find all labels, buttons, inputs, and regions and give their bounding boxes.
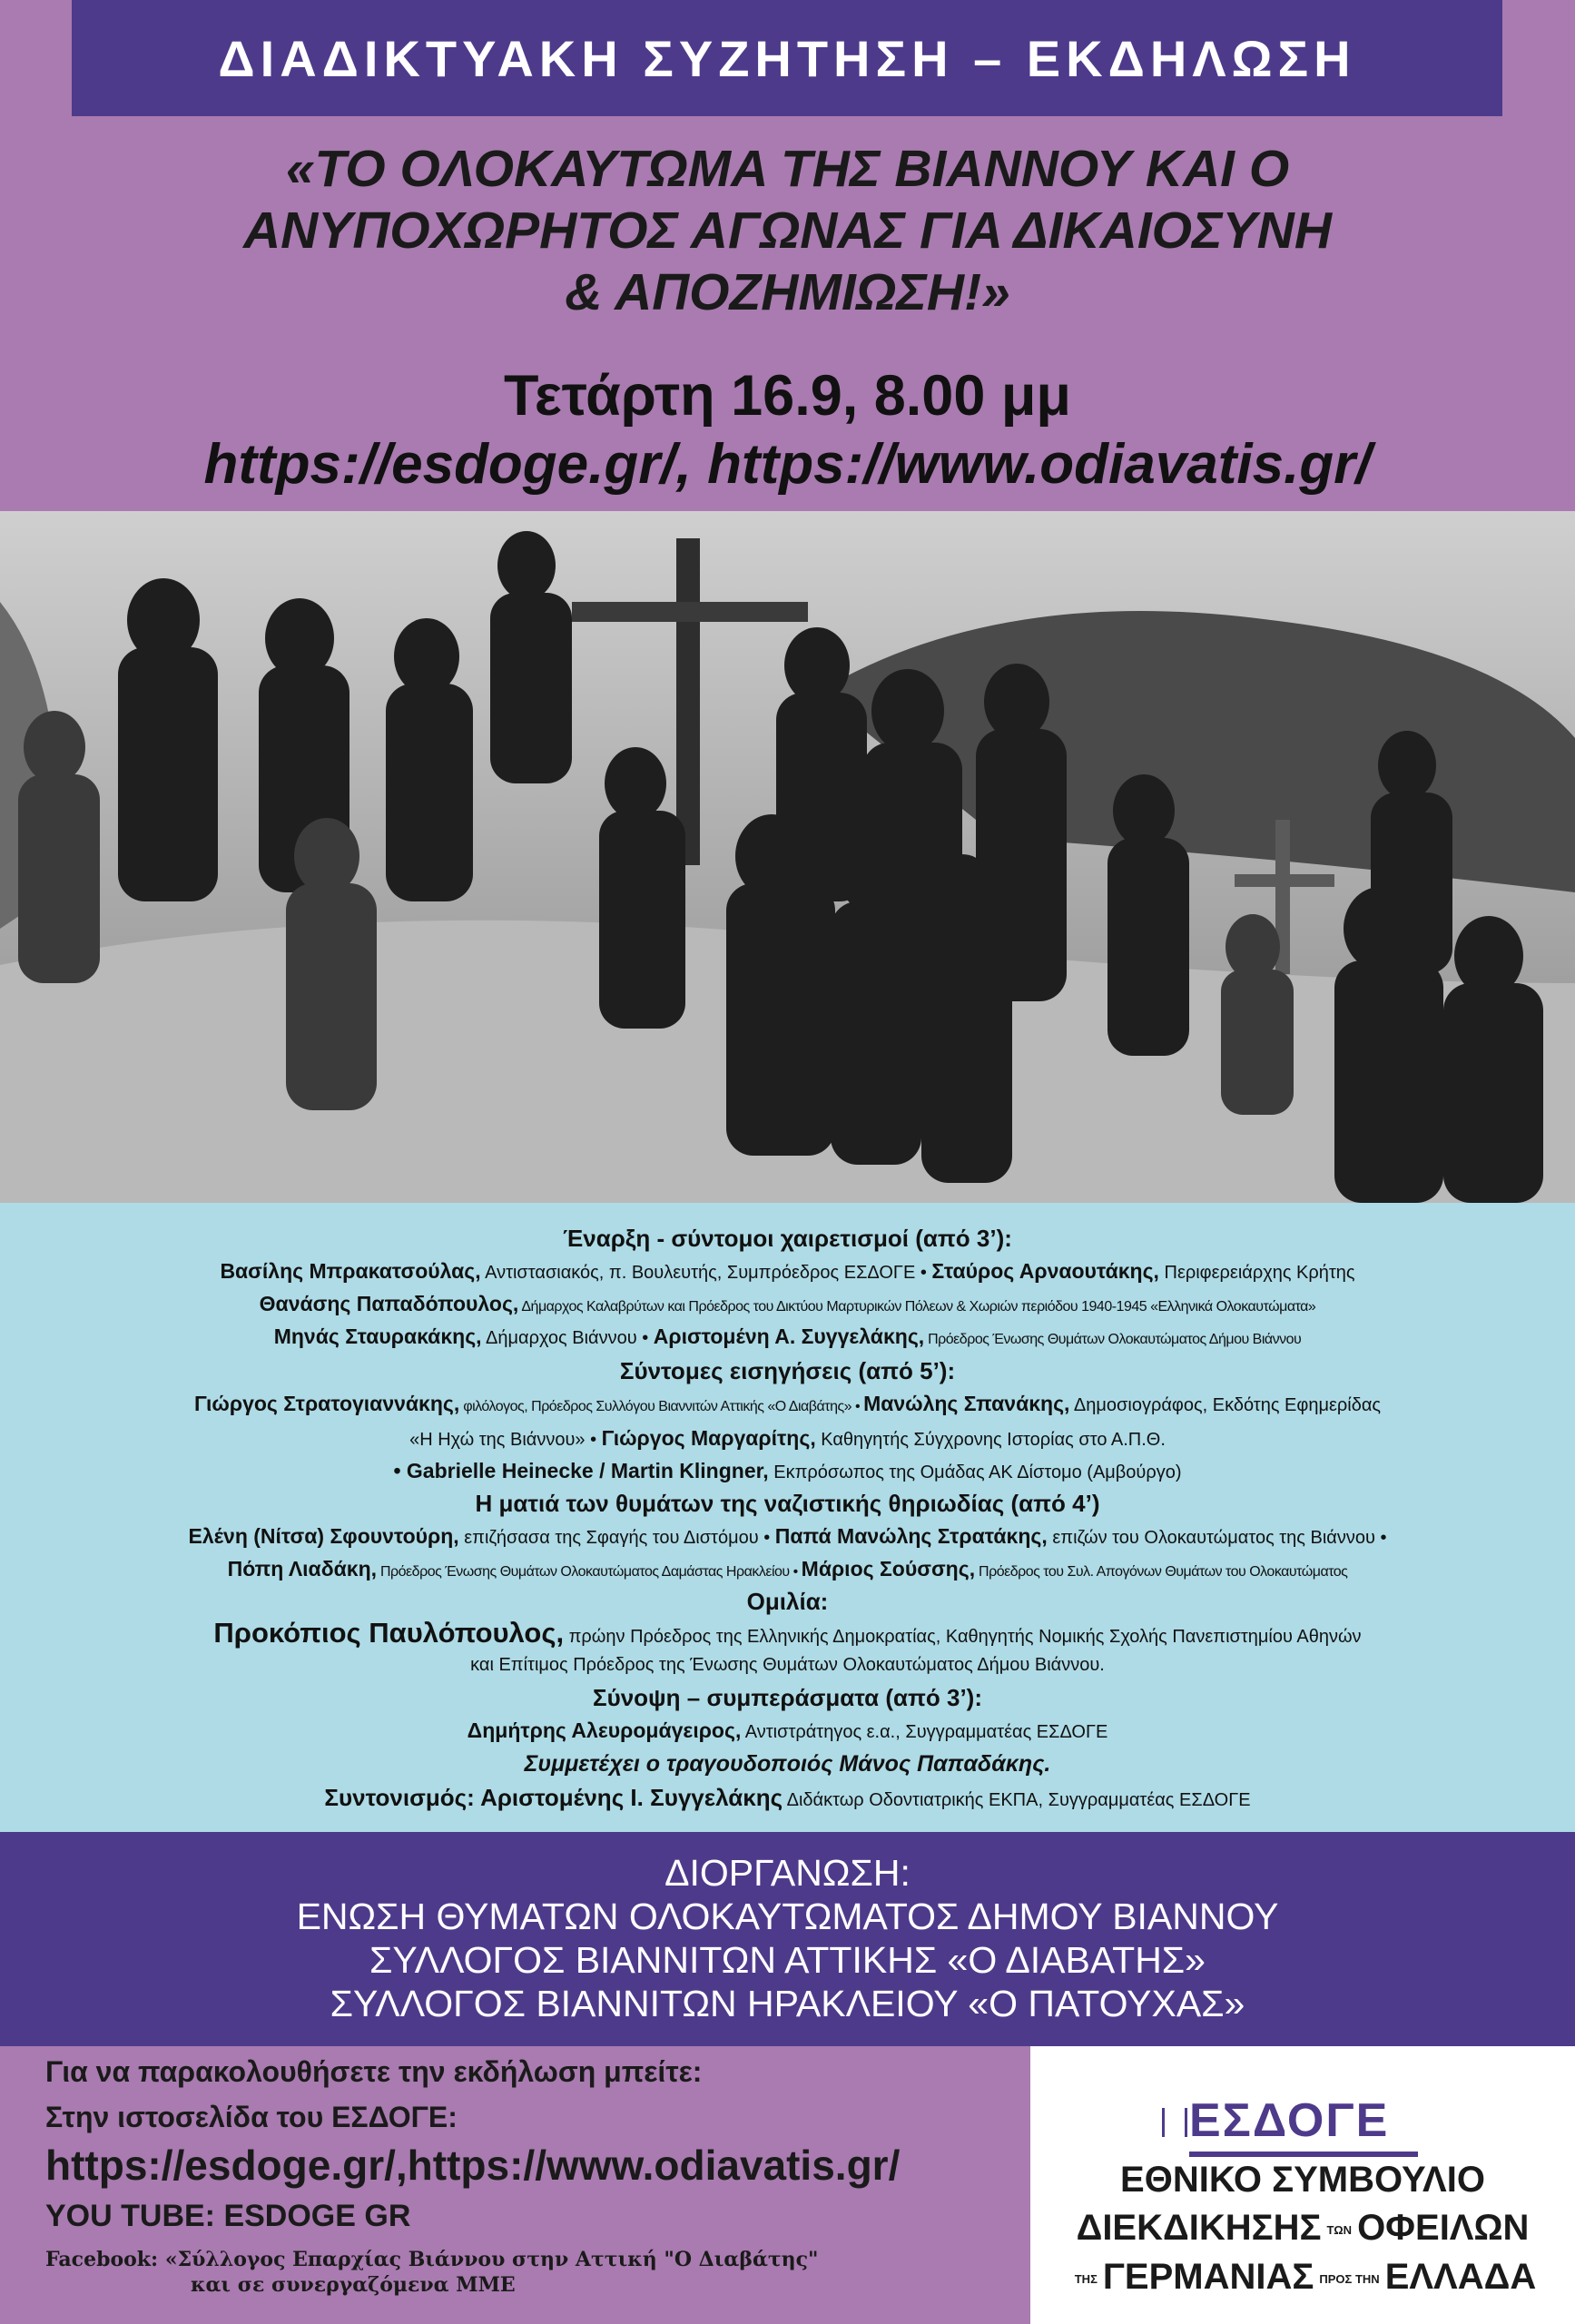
logo-underline	[1189, 2152, 1418, 2157]
speaker-name: Προκόπιος Παυλόπουλος,	[213, 1617, 565, 1649]
esdoge-word: ΔΙΕΚΔΙΚΗΣΗΣ	[1076, 2208, 1322, 2248]
esdoge-logo	[1162, 2093, 1452, 2157]
speaker-role: Δήμαρχος Βιάννου •	[481, 1328, 654, 1348]
speaker-role: φιλόλογος, Πρόεδρος Συλλόγου Βιαννιτών Αττικής «Ο Διαβάτης» •	[459, 1399, 864, 1414]
poster-header	[0, 0, 1575, 511]
esdoge-small-word: ΤΗΣ	[1074, 2271, 1098, 2286]
speaker-name: Μανώλης Σπανάκης,	[863, 1392, 1070, 1415]
organizers-heading: ΔΙΟΡΓΑΝΩΣΗ:	[664, 1852, 911, 1894]
watch-intro: Για να παρακολουθήσετε την εκδήλωση μπείτε:	[45, 2055, 703, 2088]
esdoge-name-line-1: ΕΘΝΙΚΟ ΣΥΜΒΟΥΛΙΟ	[1120, 2160, 1485, 2200]
speaker-role: Περιφερειάρχης Κρήτης	[1158, 1263, 1355, 1283]
organizer-1: ΕΝΩΣΗ ΘΥΜΑΤΩΝ ΟΛΟΚΑΥΤΩΜΑΤΟΣ ΔΗΜΟΥ ΒΙΑΝΝΟΥ	[296, 1896, 1279, 1937]
singer-note: Συμμετέχει ο τραγουδοποιός Μάνος Παπαδάκης.	[524, 1751, 1051, 1777]
moderator-name: Συντονισμός: Αριστομένης Ι. Συγγελάκης	[324, 1784, 783, 1811]
event-title-line-1: «ΤΟ ΟΛΟΚΑΥΤΩΜΑ ΤΗΣ ΒΙΑΝΝΟΥ ΚΑΙ Ο	[285, 140, 1290, 198]
program-row-6	[0, 1459, 1575, 1483]
event-links: https://esdoge.gr/, https://www.odiavatis.gr/	[203, 433, 1372, 496]
speaker-role: Πρόεδρος Ένωσης Θυμάτων Ολοκαυτώματος Δαμάστας Ηρακλείου •	[377, 1564, 802, 1580]
esdoge-small-word: ΤΩΝ	[1326, 2222, 1353, 2237]
speaker-name: Γιώργος Στρατογιαννάκης,	[193, 1392, 460, 1415]
speaker-role: πρώην Πρόεδρος της Ελληνικής Δημοκρατίας, Καθηγητής Νομικής Σχολής Πανεπιστημίου Αθηνών	[564, 1627, 1362, 1647]
logo-mark-icon	[1162, 2108, 1187, 2137]
talks-heading: Σύντομες εισηγήσεις (από 5’):	[619, 1357, 956, 1384]
historical-photo	[0, 511, 1575, 1203]
program-row-8	[0, 1557, 1575, 1581]
event-title-line-2: ΑΝΥΠΟΧΩΡΗΤΟΣ ΑΓΩΝΑΣ ΓΙΑ ΔΙΚΑΙΟΣΥΝΗ	[242, 202, 1332, 260]
speaker-role: «Η Ηχώ της Βιάννου» •	[409, 1430, 602, 1450]
watch-links[interactable]: https://esdoge.gr/,https://www.odiavatis.gr/	[45, 2142, 901, 2189]
organizers-section	[0, 1832, 1575, 2046]
speaker-role: επιζήσασα της Σφαγής του Διστόμου •	[458, 1528, 775, 1548]
program-row-11	[0, 1718, 1575, 1743]
event-title-line-3: & ΑΠΟΖΗΜΙΩΣΗ!»	[565, 263, 1010, 321]
speaker-name: Ελένη (Νίτσα) Σφουντούρη,	[188, 1524, 459, 1548]
esdoge-logo-text: ΕΣΔΟΓΕ	[1189, 2094, 1390, 2147]
opening-heading: Έναρξη - σύντομοι χαιρετισμοί (από 3’):	[563, 1225, 1012, 1252]
event-type-text: ΔΙΑΔΙΚΤΥΑΚΗ ΣΥΖΗΤΗΣΗ – ΕΚΔΗΛΩΣΗ	[218, 29, 1356, 87]
organizer-2: ΣΥΛΛΟΓΟΣ ΒΙΑΝΝΙΤΩΝ ΑΤΤΙΚΗΣ «Ο ΔΙΑΒΑΤΗΣ»	[369, 1939, 1206, 1981]
event-type-banner	[72, 0, 1502, 116]
watch-site-label: Στην ιστοσελίδα του ΕΣΔΟΓΕ:	[45, 2101, 458, 2133]
esdoge-name-line-2	[1030, 2208, 1575, 2249]
moderator-role: Διδάκτωρ Οδοντιατρικής ΕΚΠΑ, Συγγραμματέας ΕΣΔΟΓΕ	[783, 1790, 1251, 1810]
speaker-name: • Gabrielle Heinecke / Martin Klingner,	[393, 1459, 769, 1482]
event-date: Τετάρτη 16.9, 8.00 μμ	[504, 364, 1071, 428]
event-title	[73, 138, 1502, 323]
program-row-4	[0, 1392, 1575, 1416]
program-row-1	[0, 1259, 1575, 1284]
speaker-name: Παπά Μανώλης Στρατάκης,	[774, 1524, 1048, 1548]
watch-info	[0, 2046, 1030, 2324]
program-section	[0, 1203, 1575, 1832]
program-row-7	[0, 1524, 1575, 1549]
program-row-13	[0, 1784, 1575, 1812]
program-row-10: και Επίτιμος Πρόεδρος της Ένωσης Θυμάτων Ολοκαυτώματος Δήμου Βιάννου.	[470, 1655, 1105, 1675]
watch-facebook: Facebook: «Σύλλογος Επαρχίας Βιάννου στην Αττική "Ο Διαβάτης"	[45, 2248, 819, 2271]
speaker-role: επιζών του Ολοκαυτώματος της Βιάννου •	[1047, 1528, 1387, 1548]
speaker-name: Βασίλης Μπρακατσούλας,	[220, 1259, 481, 1283]
speaker-name: Μάριος Σούσσης,	[801, 1557, 976, 1581]
esdoge-name-line-3	[1030, 2257, 1575, 2298]
watch-youtube: YOU TUBE: ESDOGE GR	[45, 2199, 411, 2233]
speaker-name: Θανάσης Παπαδόπουλος,	[259, 1292, 519, 1315]
speaker-name: Αριστομένη Α. Συγγελάκης,	[653, 1324, 925, 1348]
summary-heading: Σύνοψη – συμπεράσματα (από 3’):	[592, 1684, 982, 1711]
speaker-role: Αντιστράτηγος ε.α., Συγγραμματέας ΕΣΔΟΓΕ	[741, 1722, 1108, 1742]
speaker-name: Μηνάς Σταυρακάκης,	[273, 1324, 482, 1348]
esdoge-word: ΕΛΛΑΔΑ	[1384, 2257, 1537, 2297]
speaker-role: Δημοσιογράφος, Εκδότης Εφημερίδας	[1069, 1395, 1382, 1415]
speaker-role: Πρόεδρος Ένωσης Θυμάτων Ολοκαυτώματος Δήμου Βιάννου	[924, 1332, 1302, 1347]
esdoge-word: ΟΦΕΙΛΩΝ	[1357, 2208, 1530, 2248]
speaker-role: Καθηγητής Σύγχρονης Ιστορίας στο Α.Π.Θ.	[815, 1430, 1166, 1450]
speaker-role: Δήμαρχος Καλαβρύτων και Πρόεδρος του Δικτύου Μαρτυρικών Πόλεων & Χωριών περιόδου 1940-1945 «Ελληνικά Ολοκαυτώματα»	[518, 1299, 1316, 1315]
speech-heading: Ομιλία:	[746, 1588, 829, 1615]
program-row-9	[0, 1617, 1575, 1649]
speaker-name: Δημήτρης Αλευρομάγειρος,	[467, 1718, 742, 1742]
esdoge-small-word: ΠΡΟΣ ΤΗΝ	[1319, 2271, 1380, 2286]
speaker-role: Αντιστασιακός, π. Βουλευτής, Συμπρόεδρος ΕΣΔΟΓΕ •	[480, 1263, 932, 1283]
organizer-3: ΣΥΛΛΟΓΟΣ ΒΙΑΝΝΙΤΩΝ ΗΡΑΚΛΕΙΟΥ «Ο ΠΑΤΟΥΧΑΣ»	[330, 1983, 1245, 2024]
program-row-3	[0, 1324, 1575, 1349]
speaker-role: Πρόεδρος του Συλ. Απογόνων Θυμάτων του Ολοκαυτώματος	[975, 1564, 1348, 1580]
victims-heading: Η ματιά των θυμάτων της ναζιστικής θηριωδίας (από 4’)	[475, 1490, 1100, 1517]
speaker-name: Πόπη Λιαδάκη,	[227, 1557, 378, 1581]
speaker-role: Εκπρόσωπος της Ομάδας ΑΚ Δίστομο (Αμβούργο)	[768, 1462, 1182, 1482]
watch-media: και σε συνεργαζόμενα ΜΜΕ	[191, 2273, 516, 2297]
speaker-name: Γιώργος Μαργαρίτης,	[601, 1426, 816, 1450]
program-row-5	[0, 1426, 1575, 1451]
speaker-name: Σταύρος Αρναουτάκης,	[931, 1259, 1159, 1283]
program-row-2	[0, 1292, 1575, 1316]
esdoge-block	[1030, 2046, 1575, 2324]
esdoge-word: ΓΕΡΜΑΝΙΑΣ	[1102, 2257, 1314, 2297]
